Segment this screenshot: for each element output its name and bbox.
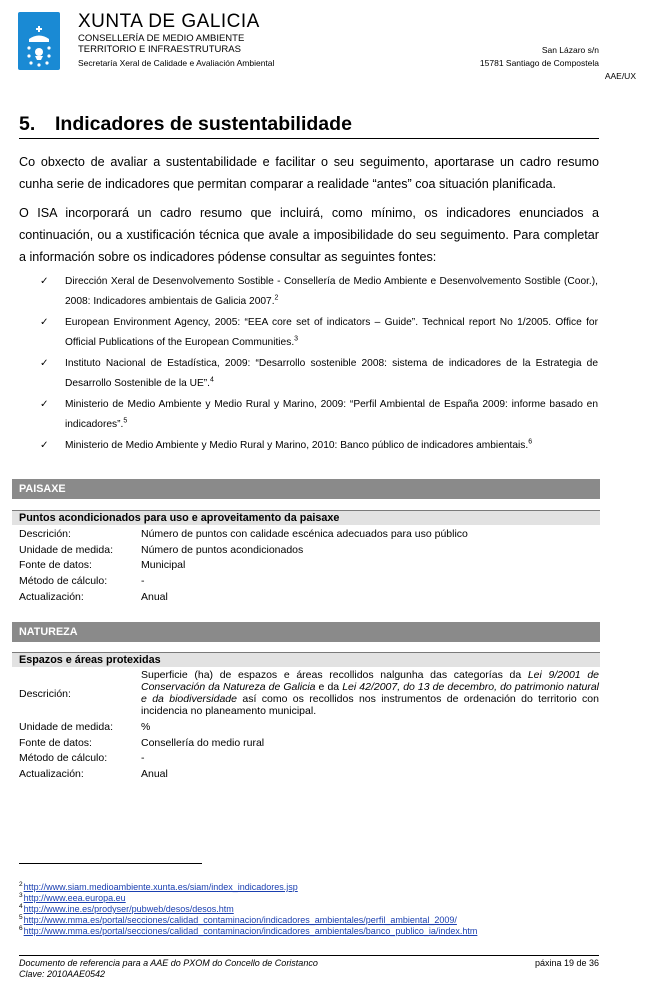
row-label: Fonte de datos: [19,736,92,749]
footer-document-title: Documento de referencia para a AAE do PXOM do Concello de Coristanco [19,958,318,968]
row-label: Método de cálculo: [19,752,108,765]
list-item: ✓ Instituto Nacional de Estadística, 2009: “Desarrollo sostenible 2008: sistema de indicadores de la Estrategia de Desarrollo Sostenible de la UE”.$^4$ [40,354,598,394]
section-number: 5. [19,113,36,135]
checkmark-icon: ✓ [40,276,49,287]
table-row [19,766,599,782]
row-label: Actualización: [19,590,84,603]
row-label: Unidade de medida: [19,720,113,733]
indicator-title: Espazos e áreas protexidas [12,652,600,667]
page-number: páxina 19 de 36 [534,958,599,968]
footnote-divider [19,863,202,864]
row-value: Número de puntos con calidade escénica adecuados para uso público [141,527,468,540]
table-row [19,735,599,751]
footnote: $^2$http://www.siam.medioambiente.xunta.es/siam/index_indicadores.jsp [19,881,298,892]
indicator-table-paisaxe [19,526,599,604]
intro-paragraph: Co obxecto de avaliar a sustentabilidade e facilitar o seu seguimento, aportarase un cadro resumo cunha serie de indicadores que permitan comparar a realidade “antes” coa situación planificada. [19,155,599,191]
row-label: Método de cálculo: [19,574,108,587]
table-row [19,542,599,558]
row-value: Anual [141,767,168,780]
sources-list [40,272,598,457]
footnotes-list [19,882,477,937]
org-title: XUNTA DE GALICIA [78,11,260,32]
checkmark-icon: ✓ [40,358,49,369]
footnote: $^5$http://www.mma.es/portal/secciones/calidad_contaminacion/indicadores_ambientales/perfil_ambiental_2009/ [19,914,457,925]
row-label: Actualización: [19,767,84,780]
footnote: $^3$http://www.eea.europa.eu [19,892,126,903]
table-row [19,526,599,542]
table-row [19,557,599,573]
table-row [19,589,599,605]
sources-intro-paragraph: O ISA incorporará un cadro resumo que incluirá, como mínimo, os indicadores enunciados a continuación, ou a xustificación técnica que avale a imposibilidade do seu seguimento. Para completar a información sobre os indicadores pódense consultar as seguintes fontes: [19,206,599,264]
indicator-title: Puntos acondicionados para uso e aproveitamento da paisaxe [12,510,600,525]
checkmark-icon: ✓ [40,440,49,451]
row-value: % [141,720,151,733]
law-reference: Lei 9/2001 de Conservación da Natureza de Galicia [141,669,599,693]
list-item: ✓ European Environment Agency, 2005: “EEA core set of indicators – Guide”. Technical report No 1/2005. Office for Official Publications of the European Communities.$^3$ [40,313,598,353]
row-label: Unidade de medida: [19,543,113,556]
indicator-table-natureza [19,668,599,782]
row-value: Superficie (ha) de espazos e áreas recollidos nalgunha das categorías da Lei 9/2001 de Conservación da Natureza de Galicia e da Lei 42/2007, do 13 de decembro, do patrimonio natural e da biodiversidade así como os recollidos nos instrumentos de ordenación do territorio con incidencia no planeamento municipal. [141,669,599,717]
row-value: - [141,752,145,765]
footnote-link[interactable]: http://www.eea.europa.eu [23,893,126,903]
section-title: Indicadores de sustentabilidade [55,113,352,135]
galicia-coat-of-arms-icon [18,12,60,70]
list-item: ✓ Dirección Xeral de Desenvolvemento Sostible - Consellería de Medio Ambiente e Desenvolvemento Sostible (Coor.), 2008: Indicadores ambientais de Galicia 2007.$^2$ [40,272,598,312]
footnote-link[interactable]: http://www.ine.es/prodyser/pubweb/desos/desos.htm [23,904,234,914]
address-street: San Lázaro s/n [541,45,599,55]
table-row [19,719,599,735]
category-bar-paisaxe: PAISAXE [12,479,600,499]
footnote-link[interactable]: http://www.siam.medioambiente.xunta.es/siam/index_indicadores.jsp [23,882,298,892]
xunta-logo [18,12,60,70]
table-row [19,573,599,589]
footnote-ref[interactable]: 2 [274,294,279,302]
table-row [19,668,599,719]
checkmark-icon: ✓ [40,317,49,328]
address-city: 15781 Santiago de Compostela [479,58,599,68]
footnote-ref[interactable]: 6 [528,438,533,446]
row-value: Municipal [141,559,186,572]
checkmark-icon: ✓ [40,399,49,410]
footnote-link[interactable]: http://www.mma.es/portal/secciones/calidad_contaminacion/indicadores_ambientales/banco_publico_ia/index.htm [23,926,478,936]
footnote-ref[interactable]: 5 [123,417,128,425]
footer-document-code: Clave: 2010AAE0542 [19,969,106,979]
law-reference: Lei 42/2007, do 13 de decembro, do patrimonio natural e da biodiversidade [141,681,599,705]
footer-divider [19,955,599,956]
footnote-ref[interactable]: 3 [294,335,299,343]
row-label: Descrición: [19,527,71,540]
category-bar-natureza: NATUREZA [12,622,600,642]
row-label: Descrición: [19,687,71,700]
org-department-line1: CONSELLERÍA DE MEDIO AMBIENTE [78,33,245,44]
table-row [19,750,599,766]
footnote: $^6$http://www.mma.es/portal/secciones/calidad_contaminacion/indicadores_ambientales/banco_publico_ia/index.htm [19,925,478,936]
row-value: Consellería do medio rural [141,736,265,749]
section-heading [19,113,599,139]
row-value: - [141,574,145,587]
org-department-line2: TERRITORIO E INFRAESTRUTURAS [78,44,241,55]
list-item: ✓ Ministerio de Medio Ambiente y Medio Rural y Marino, 2010: Banco público de indicadores ambientais.$^6$ [40,436,598,456]
org-secretariat: Secretaría Xeral de Calidade e Avaliación Ambiental [78,58,275,68]
row-value: Anual [141,590,168,603]
footnote: $^4$http://www.ine.es/prodyser/pubweb/desos/desos.htm [19,903,234,914]
footnote-ref[interactable]: 4 [209,376,214,384]
row-value: Número de puntos acondicionados [141,543,304,556]
document-code: AAE/UX [604,71,636,81]
footnote-link[interactable]: http://www.mma.es/portal/secciones/calidad_contaminacion/indicadores_ambientales/perfil_ambiental_2009/ [23,915,457,925]
list-item: ✓ Ministerio de Medio Ambiente y Medio Rural y Marino, 2009: “Perfil Ambiental de España 2009: informe basado en indicadores”.$^5$ [40,395,598,435]
row-label: Fonte de datos: [19,559,92,572]
